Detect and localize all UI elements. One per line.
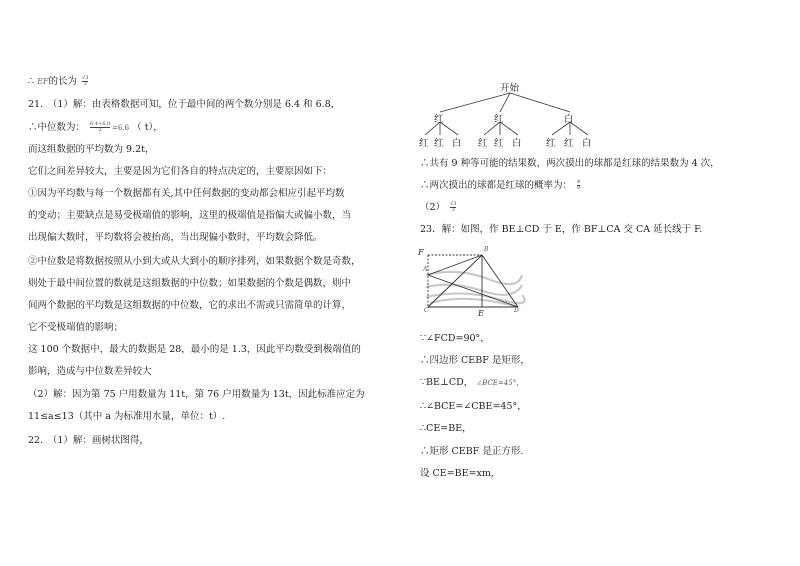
mean-line: 而这组数据的平均数为 9.2t， xyxy=(28,144,155,155)
reason1-line-a: ①因为平均数与每一个数据都有关,其中任何数据的变动都会相应引起平均数 xyxy=(28,188,345,199)
median-label: ∴中位数为： xyxy=(28,122,86,133)
step-angle-fcd: ∵∠FCD=90°， xyxy=(420,333,490,344)
tree-level2-node: 白 xyxy=(512,138,522,149)
part2-fraction: $\frac{√3}{3}$ xyxy=(450,201,457,213)
tree-level2-node: 红 xyxy=(478,138,488,149)
figure-label-a: A xyxy=(423,266,428,273)
reason1-line-c: 出现偏大数时，平均数将会被抬高，当出现偏小数时，平均数会降低。 xyxy=(28,232,323,243)
tree-level2-node: 白 xyxy=(582,138,592,149)
part2-label: （2） xyxy=(420,202,446,213)
reason2-line-b: 则处于最中间位置的数就是这组数据的中位数；如果数据的个数是偶数，则中 xyxy=(28,278,352,289)
tree-level2-node: 红 xyxy=(434,138,444,149)
tree-level2-node: 白 xyxy=(452,138,462,149)
ef-length-line xyxy=(28,76,90,88)
tree-edge-root-l1b xyxy=(500,93,510,112)
figure-smudge-stroke xyxy=(426,272,522,284)
reason1-line-b: 的变动；主要缺点是易受极端值的影响，这里的极端值是指偏大或偏小数，当 xyxy=(28,210,352,221)
figure-segment-ad xyxy=(428,275,518,307)
q23-line: 23．解：如图，作 BE⊥CD 于 E，作 BF⊥CA 交 CA 延长线于 F. xyxy=(420,224,703,235)
outcome-count-line: ∴共有 9 种等可能的结果数，两次摸出的球都是红球的结果数为 4 次， xyxy=(420,158,720,169)
q22-line: 22. （1）解：画树状图得， xyxy=(28,435,149,446)
tree-root: 开始 xyxy=(500,83,520,94)
ef-length-text: 的长为 xyxy=(48,76,77,87)
q21-part2-line-b: 11≤a≤13（其中 a 为标准用水量，单位：t）. xyxy=(28,411,226,422)
step-angle-bce: ∠BCE=45°， xyxy=(476,379,524,387)
probability-fraction: $\frac{4}{9}$ xyxy=(577,179,581,191)
extremes-line-b: 影响，造成与中位数差异较大 xyxy=(28,366,152,377)
ef-variable: EF xyxy=(37,77,49,86)
step-equal-angles: ∴∠BCE=∠CBE=45°， xyxy=(420,401,527,412)
step-let-x: 设 CE=BE=xm, xyxy=(420,468,494,479)
tree-level1-node: 红 xyxy=(434,114,444,125)
median-unit: （ t）， xyxy=(132,122,163,133)
figure-label-b: B xyxy=(484,246,489,253)
figure-label-c: C xyxy=(424,307,429,314)
step-perpendicular xyxy=(420,377,523,389)
extremes-line-a: 这 100 个数据中，最大的数据是 28，最小的是 1.3，因此平均数受到极端值的 xyxy=(28,344,361,355)
part2-line xyxy=(420,202,458,214)
tree-level2-node: 红 xyxy=(546,138,556,149)
probability-line xyxy=(420,180,582,192)
median-value: =6.6 xyxy=(112,124,130,132)
q21-part1: 21. （1）解：由表格数据可知，位于最中间的两个数分别是 6.4 和 6.8， xyxy=(28,99,341,110)
tree-level2-node: 红 xyxy=(564,138,574,149)
tree-level1-node: 白 xyxy=(564,114,574,125)
ef-length-fraction: $\frac{√3}{3}$ xyxy=(82,75,89,87)
tree-edge-root-l1a xyxy=(440,93,510,112)
tree-level2-node: 红 xyxy=(419,138,429,149)
reason2-line-d: 它不受极端值的影响； xyxy=(28,322,124,333)
probability-text: ∴两次摸出的球都是红球的概率为： xyxy=(420,180,573,191)
figure-label-e: E xyxy=(478,309,484,318)
tree-level1-node: 红 xyxy=(494,114,504,125)
step-perpendicular-text: ∵BE⊥CD， xyxy=(420,377,474,388)
geometry-figure xyxy=(418,245,528,317)
tree-level2-node: 红 xyxy=(494,138,504,149)
reason2-line-c: 间两个数据的平均数是这组数据的中位数，它的求出不需或只需简单的计算， xyxy=(28,300,352,311)
reason2-line-a: ②中位数是将数据按照从小到大或从大到小的顺序排列，如果数据个数是奇数， xyxy=(28,256,361,267)
figure-label-f: F xyxy=(418,248,424,257)
step-square: ∴矩形 CEBF 是正方形. xyxy=(420,446,524,457)
step-rectangle: ∴四边形 CEBF 是矩形， xyxy=(420,355,530,366)
median-line xyxy=(28,122,163,134)
median-fraction: $\frac{6.4+6.8}{2}$ xyxy=(90,121,111,133)
tree-edge-root-l1c xyxy=(510,93,570,112)
figure-label-d: D xyxy=(514,307,519,314)
q21-part2-line-a: （2）解：因为第 75 户用数量为 11t，第 76 户用数量为 13t，因此标准应定为 xyxy=(28,389,365,400)
therefore-symbol: ∴ xyxy=(28,76,35,87)
step-ce-be: ∴CE=BE， xyxy=(420,423,472,434)
difference-line: 它们之间差异较大，主要是因为它们各自的特点决定的，主要原因如下： xyxy=(28,166,333,177)
